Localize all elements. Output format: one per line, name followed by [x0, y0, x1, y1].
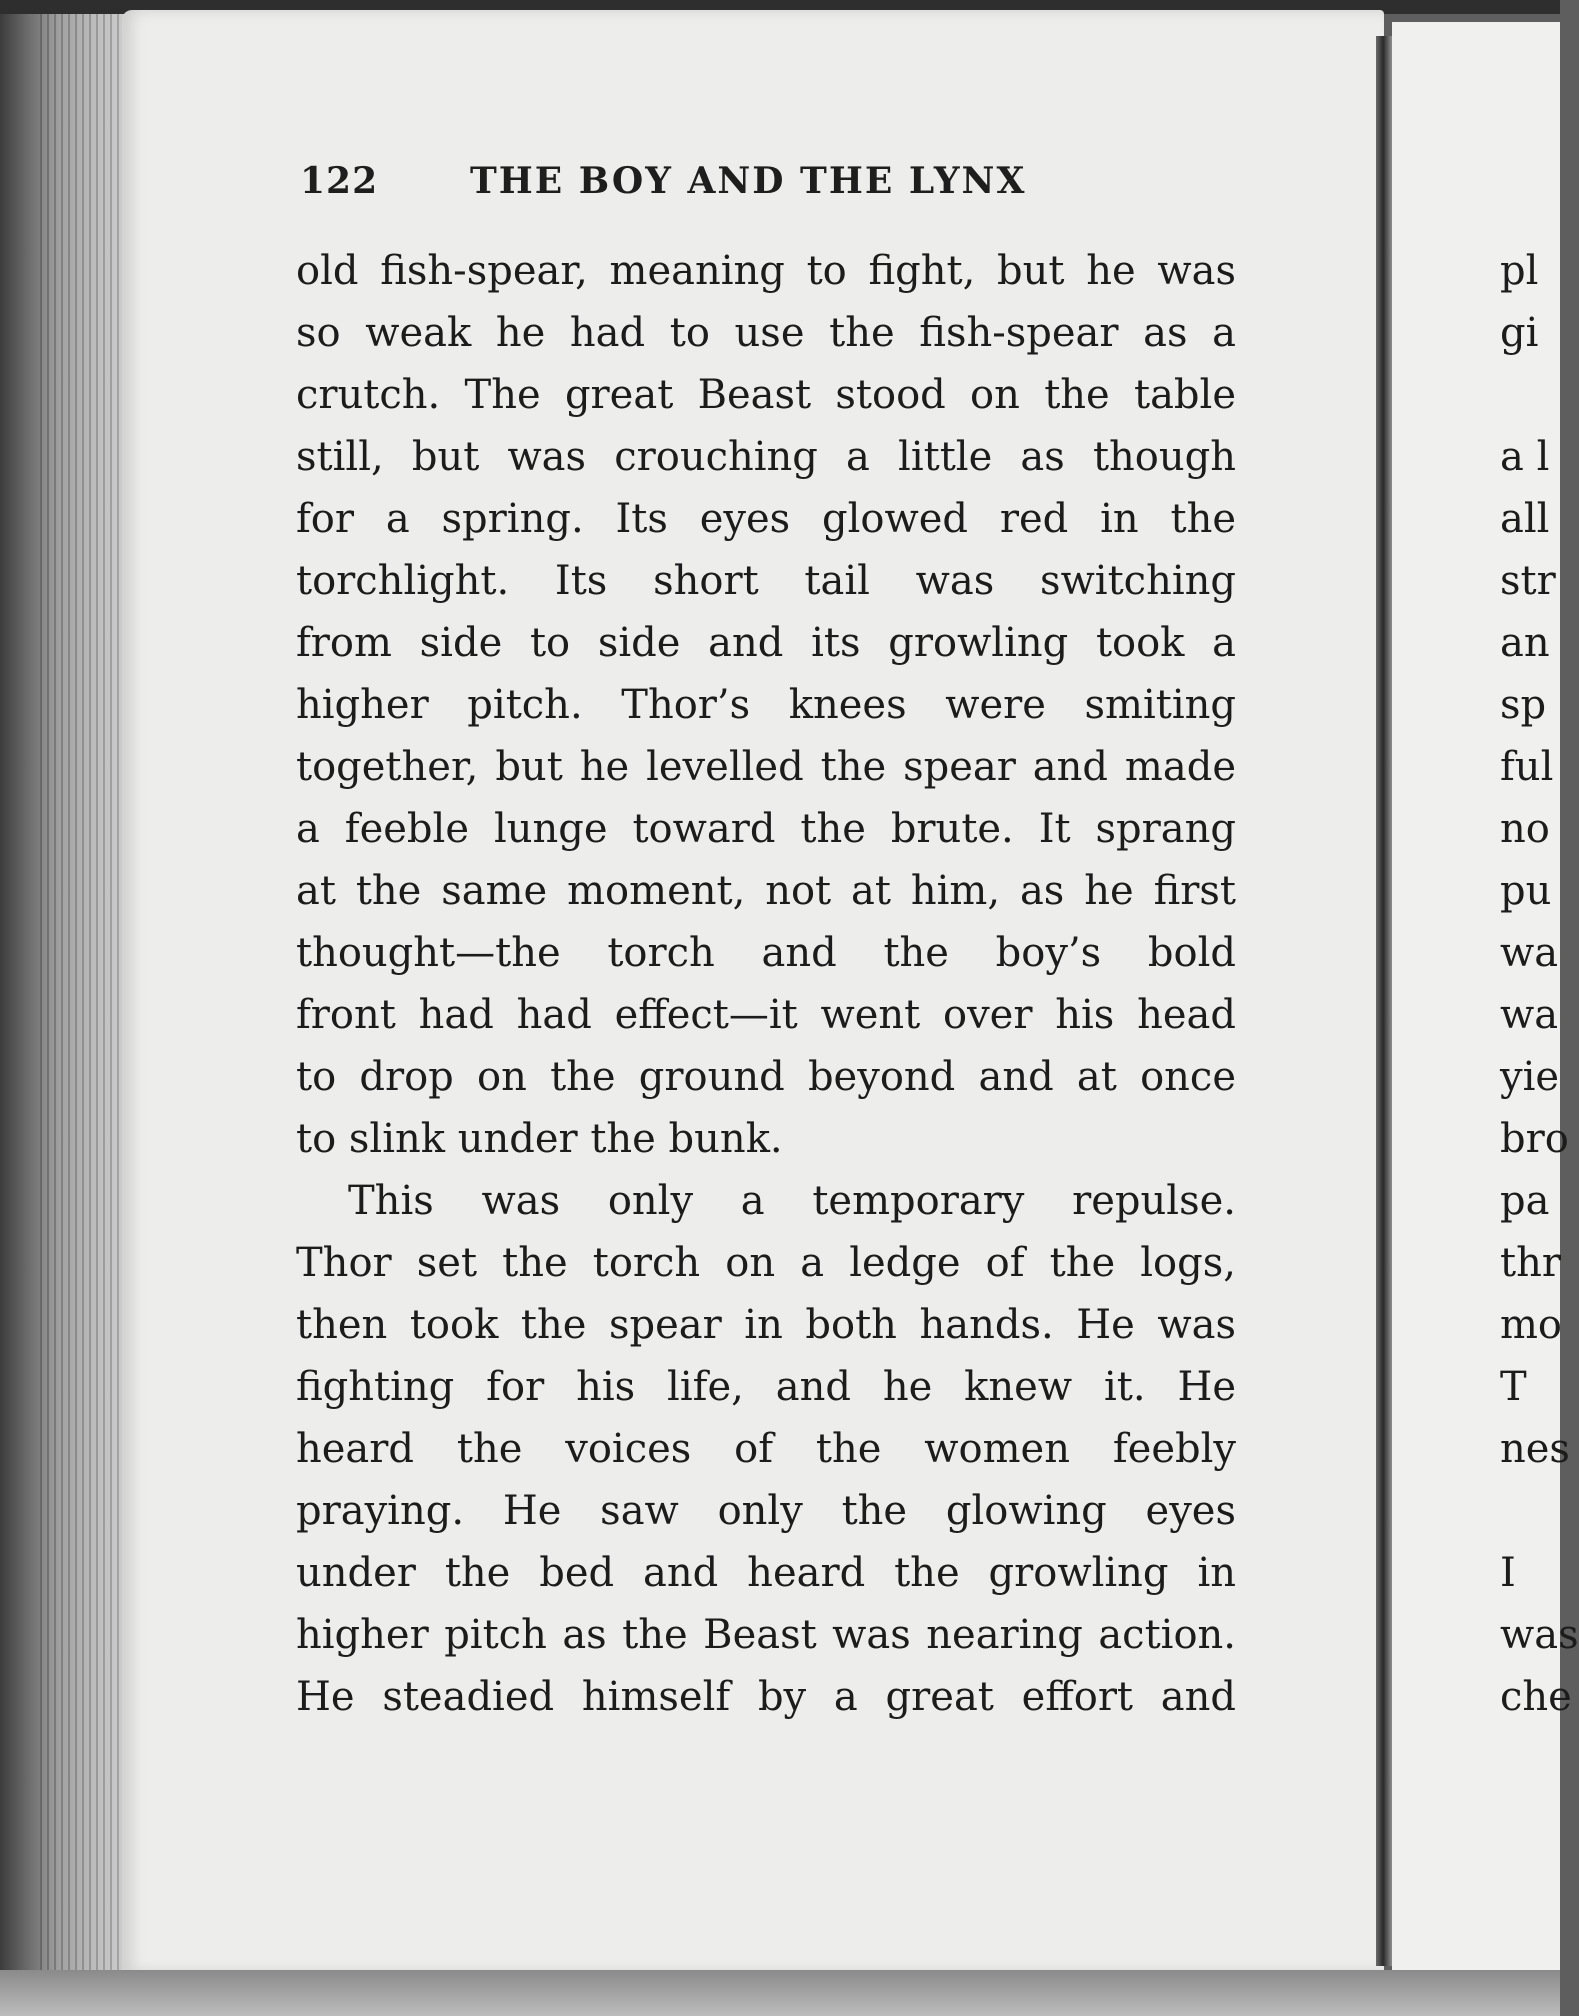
facing-line: an	[1500, 620, 1550, 666]
facing-line: sp	[1500, 682, 1547, 728]
facing-page-text	[1500, 240, 1579, 1728]
facing-line: wa	[1500, 992, 1559, 1038]
page-number: 122	[300, 160, 379, 202]
text-line: He steadied himself by a great effort and	[296, 1674, 1236, 1720]
text-line: a feeble lunge toward the brute. It sprang	[296, 806, 1236, 852]
facing-line: che	[1500, 1674, 1572, 1720]
text-line: praying. He saw only the glowing eyes	[296, 1488, 1236, 1534]
facing-line: gi	[1500, 310, 1539, 356]
text-line: old fish-spear, meaning to fight, but he was	[296, 248, 1236, 294]
facing-line: pu	[1500, 868, 1552, 914]
facing-line: was	[1500, 1612, 1579, 1658]
text-line: Thor set the torch on a ledge of the logs,	[296, 1240, 1236, 1286]
text-line: to drop on the ground beyond and at once	[296, 1054, 1236, 1100]
text-line: heard the voices of the women feebly	[296, 1426, 1236, 1472]
facing-line: I	[1500, 1550, 1516, 1596]
facing-line: pl	[1500, 248, 1539, 294]
text-line: so weak he had to use the fish-spear as a	[296, 310, 1236, 356]
text-line: to slink under the bunk.	[296, 1116, 783, 1162]
facing-line: thr	[1500, 1240, 1561, 1286]
paragraph	[296, 240, 1236, 1170]
text-line: thought—the torch and the boy’s bold	[296, 930, 1236, 976]
facing-line: ful	[1500, 744, 1554, 790]
facing-line	[1500, 1480, 1560, 1542]
facing-line: mo	[1500, 1302, 1563, 1348]
text-line: then took the spear in both hands. He was	[296, 1302, 1236, 1348]
text-line: This was only a temporary repulse.	[348, 1178, 1236, 1224]
facing-line: bro	[1500, 1116, 1569, 1162]
facing-line: no	[1500, 806, 1550, 852]
text-line: front had had effect—it went over his head	[296, 992, 1236, 1038]
text-line: for a spring. Its eyes glowed red in the	[296, 496, 1236, 542]
text-line: torchlight. Its short tail was switching	[296, 558, 1236, 604]
paragraph	[296, 1170, 1236, 1728]
text-line: together, but he levelled the spear and made	[296, 744, 1236, 790]
text-line: higher pitch as the Beast was nearing action.	[296, 1612, 1236, 1658]
text-line: from side to side and its growling took a	[296, 620, 1236, 666]
facing-line: a l	[1500, 434, 1550, 480]
text-line: higher pitch. Thor’s knees were smiting	[296, 682, 1236, 728]
facing-line: all	[1500, 496, 1550, 542]
text-line: fighting for his life, and he knew it. He	[296, 1364, 1236, 1410]
page-stack-edges	[40, 0, 135, 2016]
body-text	[296, 240, 1236, 1728]
facing-line	[1500, 364, 1560, 426]
text-line: still, but was crouching a little as though	[296, 434, 1236, 480]
facing-line: pa	[1500, 1178, 1550, 1224]
scan-bottom-border	[0, 1970, 1560, 2016]
running-head	[300, 160, 1080, 210]
text-line: under the bed and heard the growling in	[296, 1550, 1236, 1596]
text-line: crutch. The great Beast stood on the table	[296, 372, 1236, 418]
running-title: THE BOY AND THE LYNX	[470, 160, 1027, 202]
book-gutter	[1376, 36, 1392, 1966]
facing-line: str	[1500, 558, 1556, 604]
facing-line: wa	[1500, 930, 1559, 976]
text-line: at the same moment, not at him, as he first	[296, 868, 1236, 914]
facing-line: nes	[1500, 1426, 1570, 1472]
facing-line: T	[1500, 1364, 1527, 1410]
facing-line: yie	[1500, 1054, 1560, 1100]
